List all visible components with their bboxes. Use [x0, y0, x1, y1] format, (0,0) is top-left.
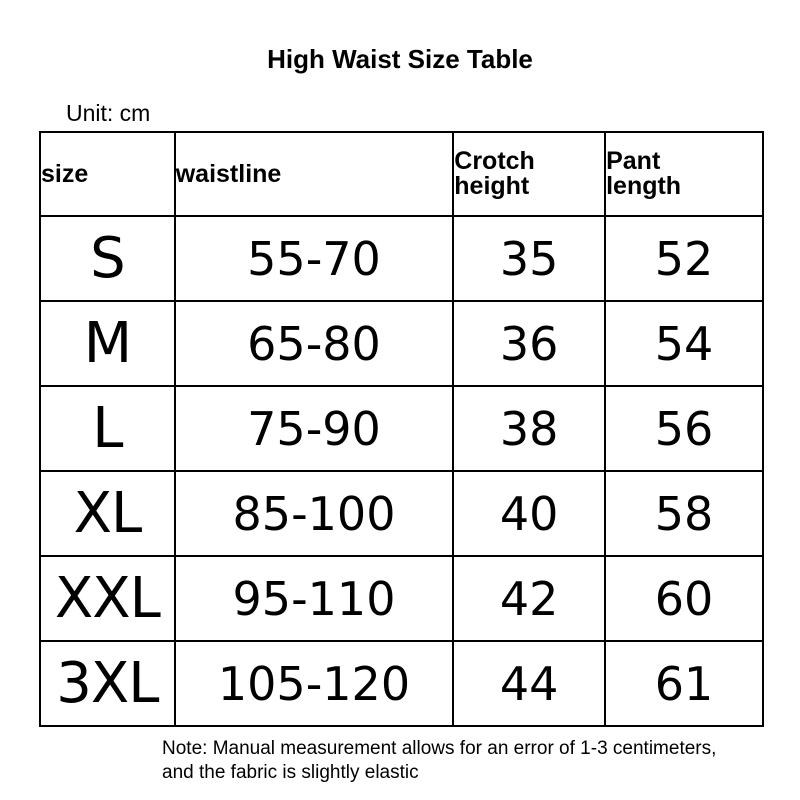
waistline-cell: 85-100 [175, 471, 454, 556]
pant-length-cell: 61 [605, 641, 763, 726]
size-cell: M [40, 301, 175, 386]
crotch-height-cell: 44 [453, 641, 605, 726]
waistline-cell: 65-80 [175, 301, 454, 386]
size-table [39, 131, 764, 727]
header-pant-line1: Pant [606, 147, 661, 175]
unit-label: Unit: cm [66, 100, 151, 126]
measurement-note [162, 737, 716, 785]
waistline-cell: 105-120 [175, 641, 454, 726]
table-row [40, 471, 763, 556]
waistline-cell: 95-110 [175, 556, 454, 641]
pant-length-cell: 58 [605, 471, 763, 556]
pant-length-cell: 60 [605, 556, 763, 641]
crotch-height-cell: 42 [453, 556, 605, 641]
crotch-height-cell: 40 [453, 471, 605, 556]
note-line-2: and the fabric is slightly elastic [162, 762, 419, 783]
table-row [40, 386, 763, 471]
table-header-row [40, 132, 763, 216]
header-size: size [40, 132, 175, 216]
table-row [40, 556, 763, 641]
table-row [40, 641, 763, 726]
page-title: High Waist Size Table [267, 44, 533, 74]
header-pant-length [605, 132, 763, 216]
table-row [40, 216, 763, 301]
header-crotch-line1: Crotch [454, 147, 535, 175]
crotch-height-cell: 38 [453, 386, 605, 471]
header-crotch-line2: height [454, 172, 530, 200]
header-pant-line2: length [606, 172, 682, 200]
pant-length-cell: 56 [605, 386, 763, 471]
size-cell: 3XL [40, 641, 175, 726]
crotch-height-cell: 35 [453, 216, 605, 301]
crotch-height-cell: 36 [453, 301, 605, 386]
header-crotch-height [453, 132, 605, 216]
header-waistline: waistline [175, 132, 454, 216]
waistline-cell: 55-70 [175, 216, 454, 301]
waistline-cell: 75-90 [175, 386, 454, 471]
pant-length-cell: 54 [605, 301, 763, 386]
pant-length-cell: 52 [605, 216, 763, 301]
note-line-1: Note: Manual measurement allows for an error of 1-3 centimeters, [162, 738, 717, 759]
size-cell: XL [40, 471, 175, 556]
size-cell: L [40, 386, 175, 471]
table-row [40, 301, 763, 386]
size-cell: XXL [40, 556, 175, 641]
size-cell: S [40, 216, 175, 301]
